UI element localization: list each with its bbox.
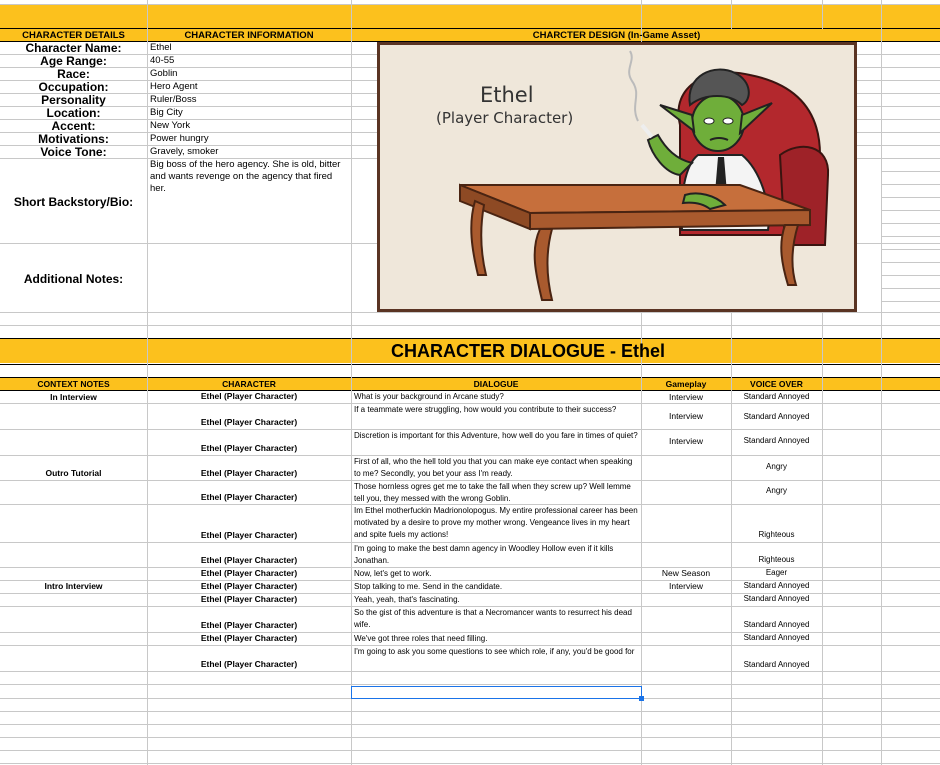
detail-label: Age Range: <box>40 54 107 68</box>
dialogue-cell[interactable]: We've got three roles that need filling. <box>354 634 488 643</box>
voice-over-cell[interactable]: Standard Annoyed <box>743 660 810 669</box>
dialogue-cell[interactable]: Stop talking to me. Send in the candidate. <box>354 582 503 591</box>
row-line <box>0 684 940 685</box>
character-design-card <box>377 42 857 312</box>
strip-line <box>881 158 940 159</box>
character-cell[interactable]: Ethel (Player Character) <box>200 568 298 578</box>
detail-label: Race: <box>57 67 90 81</box>
design-character-subtitle: (Player Character) <box>436 109 574 127</box>
strip-line <box>881 249 940 250</box>
voice-over-cell[interactable]: Standard Annoyed <box>743 620 810 629</box>
strip-line <box>881 223 940 224</box>
context-note[interactable]: In Interview <box>50 392 97 402</box>
fill-handle[interactable] <box>639 696 644 701</box>
strip-line <box>881 288 940 289</box>
col-line <box>731 0 732 29</box>
gameplay-cell[interactable]: Interview <box>668 581 703 591</box>
row-line <box>0 763 940 764</box>
character-cell[interactable]: Ethel (Player Character) <box>200 581 298 591</box>
detail-label: Accent: <box>51 119 96 133</box>
context-note[interactable]: Outro Tutorial <box>45 468 102 478</box>
dialogue-cell[interactable]: First of all, who the hell told you that you can make eye contact when speaking to me? Secondly, you bet your ass I'm ready. <box>354 457 633 478</box>
character-cell[interactable]: Ethel (Player Character) <box>200 633 298 643</box>
dialogue-cell[interactable]: If a teammate were struggling, how would you contribute to their success? <box>354 405 617 414</box>
table-leg-1 <box>471 201 486 275</box>
detail-value[interactable]: Big City <box>150 107 183 118</box>
strip-line <box>881 275 940 276</box>
character-cell[interactable]: Ethel (Player Character) <box>200 492 298 502</box>
band-border <box>0 338 940 339</box>
character-cell[interactable]: Ethel (Player Character) <box>200 443 298 453</box>
dialogue-cell[interactable]: Now, let's get to work. <box>354 569 432 578</box>
voice-over-cell[interactable]: Angry <box>766 486 787 495</box>
backstory-label: Short Backstory/Bio: <box>13 195 134 209</box>
gameplay-cell[interactable]: New Season <box>661 568 711 578</box>
strip-line <box>881 106 940 107</box>
gameplay-cell[interactable]: Interview <box>668 392 703 402</box>
header-voice-over: VOICE OVER <box>750 379 803 389</box>
detail-label: Motivations: <box>38 132 109 146</box>
context-note[interactable]: Intro Interview <box>44 581 103 591</box>
strip-line <box>881 236 940 237</box>
detail-value[interactable]: Gravely, smoker <box>150 146 219 157</box>
character-cell[interactable]: Ethel (Player Character) <box>200 659 298 669</box>
goblin-head <box>692 95 744 151</box>
strip-line <box>881 301 940 302</box>
dialogue-cell[interactable]: Those hornless ogres get me to take the fall when they screw up? Well lemme tell you, they messed with the wrong Goblin. <box>354 482 631 503</box>
detail-value[interactable]: Hero Agent <box>150 81 198 92</box>
row-line <box>0 737 940 738</box>
header-character-design: CHARCTER DESIGN (In-Game Asset) <box>532 30 701 41</box>
strip-line <box>881 262 940 263</box>
strip-line <box>881 93 940 94</box>
row-line <box>0 750 940 751</box>
detail-value[interactable]: Ethel <box>150 42 172 53</box>
strip-line <box>881 197 940 198</box>
col-line <box>822 312 823 765</box>
header-character-information: CHARACTER INFORMATION <box>184 30 314 41</box>
col-line <box>822 0 823 29</box>
header-context-notes: CONTEXT NOTES <box>37 379 110 389</box>
design-character-name: Ethel <box>480 83 534 107</box>
strip-line <box>881 132 940 133</box>
detail-value[interactable]: Goblin <box>150 68 178 79</box>
voice-over-cell[interactable]: Standard Annoyed <box>743 436 810 445</box>
goblin-eye-left <box>704 118 714 124</box>
header-character-details: CHARACTER DETAILS <box>22 30 125 41</box>
dialogue-cell[interactable]: So the gist of this adventure is that a Necromancer wants to resurrect his dead wife. <box>354 608 632 629</box>
detail-label: Location: <box>46 106 101 120</box>
row-line <box>0 724 940 725</box>
detail-value[interactable]: New York <box>150 120 191 131</box>
goblin-eye-right <box>723 118 733 124</box>
smoke <box>629 51 638 121</box>
row-line <box>0 671 940 672</box>
detail-label: Personality <box>41 93 106 107</box>
detail-value[interactable]: Ruler/Boss <box>150 94 197 105</box>
gameplay-cell[interactable]: Interview <box>668 436 703 446</box>
voice-over-cell[interactable]: Standard Annoyed <box>743 581 810 590</box>
voice-over-cell[interactable]: Angry <box>766 462 787 471</box>
dialogue-section-title: CHARACTER DIALOGUE - Ethel <box>391 341 665 361</box>
dialogue-cell[interactable]: I'm going to ask you some questions to see which role, if any, you'd be good for <box>354 647 635 656</box>
header-gameplay: Gameplay <box>665 379 707 389</box>
strip-line <box>881 67 940 68</box>
voice-over-cell[interactable]: Righteous <box>758 555 795 564</box>
goblin-illustration <box>380 45 854 309</box>
detail-value[interactable]: 40-55 <box>150 55 175 66</box>
row-line <box>0 325 940 326</box>
voice-over-cell[interactable]: Standard Annoyed <box>743 392 810 401</box>
strip-line <box>881 119 940 120</box>
row-line <box>0 711 940 712</box>
dialogue-cell[interactable]: I'm going to make the best damn agency in Woodley Hollow even if it kills Jonathan. <box>354 544 614 565</box>
character-cell[interactable]: Ethel (Player Character) <box>200 391 298 401</box>
gameplay-cell[interactable]: Interview <box>668 411 703 421</box>
cigarette <box>642 125 652 137</box>
strip-line <box>881 184 940 185</box>
row-line <box>0 312 940 313</box>
strip-line <box>881 210 940 211</box>
selected-cell[interactable] <box>351 686 642 699</box>
strip-line <box>881 171 940 172</box>
dialogue-cell[interactable]: Yeah, yeah, that's fascinating. <box>354 595 460 604</box>
table-leg-2 <box>535 229 552 300</box>
dialogue-cell[interactable]: Im Ethel motherfuckin Madrionolopogus. My entire professional career has been motivated by a desire to prove my mother wrong. Vengeance lives in my heart and spite fuels my actions! <box>354 506 638 539</box>
character-cell[interactable]: Ethel (Player Character) <box>200 620 298 630</box>
table-edge <box>530 210 810 229</box>
voice-over-cell[interactable]: Standard Annoyed <box>743 412 810 421</box>
detail-value[interactable]: Power hungry <box>150 133 209 144</box>
dialogue-cell[interactable]: Discretion is important for this Adventure, how well do you fare in times of quiet? <box>354 431 638 440</box>
character-cell[interactable]: Ethel (Player Character) <box>200 417 298 427</box>
backstory-cell[interactable]: Big boss of the hero agency. She is old, bitter and wants revenge on the agency that fired her. <box>150 159 341 194</box>
dialogue-cell[interactable]: What is your background in Arcane study? <box>354 392 504 401</box>
row-line <box>0 4 940 5</box>
character-cell[interactable]: Ethel (Player Character) <box>200 468 298 478</box>
strip-line <box>881 80 940 81</box>
character-cell[interactable]: Ethel (Player Character) <box>200 594 298 604</box>
header-dialogue: DIALOGUE <box>473 379 519 389</box>
additional-notes-label: Additional Notes: <box>23 272 124 286</box>
detail-label: Occupation: <box>38 80 109 94</box>
detail-label: Character Name: <box>25 41 122 55</box>
voice-over-cell[interactable]: Standard Annoyed <box>743 594 810 603</box>
strip-line <box>881 145 940 146</box>
voice-over-cell[interactable]: Eager <box>765 568 788 577</box>
col-line <box>881 0 882 765</box>
band-border <box>0 377 940 378</box>
strip-line <box>881 54 940 55</box>
voice-over-cell[interactable]: Standard Annoyed <box>743 633 810 642</box>
header-character: CHARACTER <box>222 379 276 389</box>
voice-over-cell[interactable]: Righteous <box>758 530 795 539</box>
character-cell[interactable]: Ethel (Player Character) <box>200 555 298 565</box>
character-cell[interactable]: Ethel (Player Character) <box>200 530 298 540</box>
band-border <box>0 28 940 29</box>
band-border <box>0 364 940 365</box>
top-yellow-band <box>0 5 940 28</box>
detail-label: Voice Tone: <box>40 145 107 159</box>
table-leg-3 <box>781 225 798 285</box>
